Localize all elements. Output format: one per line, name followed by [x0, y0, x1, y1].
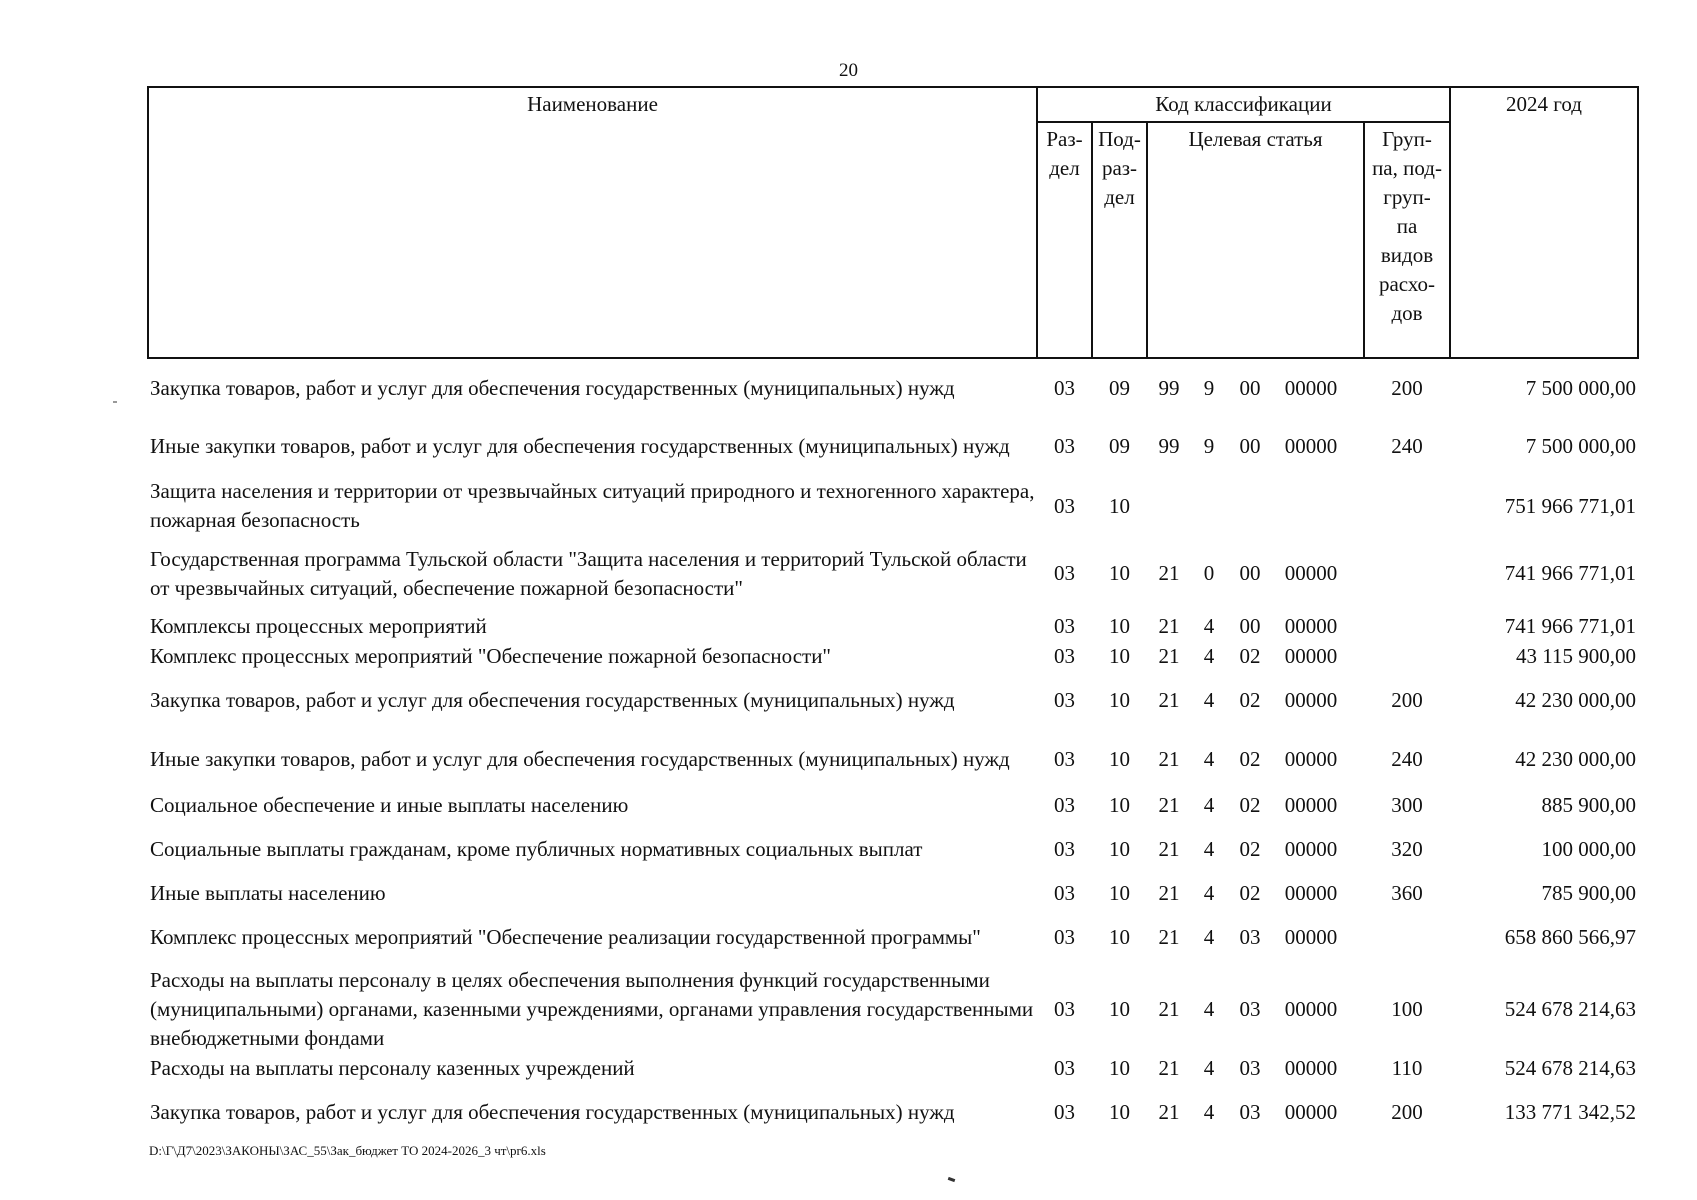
table-row: [148, 789, 1638, 821]
row-target-article: [1147, 1083, 1364, 1141]
row-section: 03: [1054, 1055, 1075, 1080]
page-number: 20: [839, 60, 858, 81]
row-subsection: 10: [1109, 1099, 1130, 1124]
target-subprogram: 0: [1203, 561, 1215, 585]
table-row: [148, 908, 1638, 966]
row-section: 03: [1054, 375, 1075, 400]
row-amount: 7 500 000,00: [1525, 434, 1637, 458]
row-name: Расходы на выплаты персоналу казенных учреждений: [150, 1055, 635, 1080]
row-target-article: [1147, 417, 1364, 476]
row-section: 03: [1054, 1099, 1075, 1124]
row-name: Закупка товаров, работ и услуг для обеспечения государственных (муниципальных) нужд: [150, 1099, 955, 1124]
table-row: [148, 730, 1638, 789]
target-subprogram: 4: [1203, 997, 1215, 1021]
target-event: 02: [1239, 880, 1261, 905]
row-amount: 43 115 900,00: [1516, 643, 1637, 668]
table-row: [148, 821, 1638, 878]
row-expense-group: 200: [1391, 375, 1423, 400]
row-amount: 885 900,00: [1541, 792, 1637, 817]
target-program: 21: [1158, 997, 1180, 1021]
row-amount: 133 771 342,52: [1504, 1099, 1637, 1124]
table-row: [148, 1053, 1638, 1083]
target-direction: 00000: [1284, 434, 1338, 458]
row-target-article: [1147, 641, 1364, 671]
target-subprogram: 9: [1203, 375, 1215, 400]
row-subsection: 10: [1109, 688, 1130, 712]
target-program: 21: [1158, 837, 1180, 861]
header-target-article: Целевая статья: [1147, 122, 1364, 358]
row-subsection: 10: [1109, 643, 1130, 668]
row-name: Комплексы процессных мероприятий: [150, 613, 487, 638]
row-amount: 658 860 566,97: [1504, 924, 1637, 949]
row-name: Иные закупки товаров, работ и услуг для обеспечения государственных (муниципальных) нужд: [150, 747, 1010, 771]
target-direction: 00000: [1284, 375, 1338, 400]
row-target-article: [1147, 821, 1364, 878]
row-expense-group: [1364, 536, 1450, 611]
target-event: 02: [1239, 792, 1261, 817]
row-subsection: 10: [1109, 880, 1130, 905]
target-direction: 00000: [1284, 688, 1338, 712]
target-subprogram: 4: [1203, 1099, 1215, 1124]
row-subsection: 09: [1109, 434, 1130, 458]
target-subprogram: 4: [1203, 880, 1215, 905]
row-target-article: [1147, 358, 1364, 417]
row-target-article: [1147, 878, 1364, 908]
header-subsection: Под- раз- дел: [1092, 122, 1147, 358]
target-program: 21: [1158, 643, 1180, 668]
row-amount: 42 230 000,00: [1515, 688, 1637, 712]
target-subprogram: 4: [1203, 613, 1215, 638]
row-amount: 7 500 000,00: [1525, 375, 1637, 400]
target-event: 02: [1239, 643, 1261, 668]
target-direction: 00000: [1284, 924, 1338, 949]
target-program: 99: [1158, 434, 1180, 458]
target-program: 21: [1158, 924, 1180, 949]
row-amount: 524 678 214,63: [1504, 997, 1637, 1021]
target-subprogram: 4: [1203, 1055, 1215, 1080]
row-subsection: 10: [1109, 561, 1130, 585]
table-row: [148, 536, 1638, 611]
row-section: 03: [1054, 688, 1075, 712]
row-expense-group: 240: [1391, 747, 1423, 771]
target-event: 02: [1239, 837, 1261, 861]
row-section: 03: [1054, 561, 1075, 585]
row-name: Защита населения и территории от чрезвычайных ситуаций природного и техногенного характера, пожарная безопасность: [150, 479, 1035, 532]
target-direction: 00000: [1284, 1055, 1338, 1080]
table-row: [148, 878, 1638, 908]
target-subprogram: 4: [1203, 837, 1215, 861]
table-row: [148, 611, 1638, 641]
target-direction: 00000: [1284, 792, 1338, 817]
row-amount: 785 900,00: [1541, 880, 1637, 905]
row-expense-group: 200: [1391, 688, 1423, 712]
target-program: 21: [1158, 747, 1180, 771]
target-event: 03: [1239, 924, 1261, 949]
row-section: 03: [1054, 434, 1075, 458]
target-program: 99: [1158, 375, 1180, 400]
budget-table: [147, 86, 1639, 1141]
row-section: 03: [1054, 997, 1075, 1021]
target-subprogram: 9: [1203, 434, 1215, 458]
row-amount: 741 966 771,01: [1504, 561, 1637, 585]
target-event: 00: [1239, 434, 1261, 458]
target-direction: 00000: [1284, 880, 1338, 905]
table-row: [148, 966, 1638, 1053]
row-subsection: 10: [1109, 924, 1130, 949]
row-name: Государственная программа Тульской области "Защита населения и территорий Тульской области от чрезвычайных ситуаций, обеспечение пожарной безопасности": [150, 546, 1027, 600]
target-program: 21: [1158, 792, 1180, 817]
header-year: 2024 год: [1450, 87, 1638, 358]
table-row: [148, 358, 1638, 417]
target-direction: 00000: [1284, 997, 1338, 1021]
target-program: 21: [1158, 880, 1180, 905]
row-amount: 42 230 000,00: [1515, 747, 1637, 771]
row-section: 03: [1054, 924, 1075, 949]
target-subprogram: 4: [1203, 643, 1215, 668]
row-amount: 741 966 771,01: [1504, 613, 1637, 638]
row-subsection: 09: [1109, 375, 1130, 400]
target-program: 21: [1158, 688, 1180, 712]
row-name: Комплекс процессных мероприятий "Обеспечение пожарной безопасности": [150, 643, 832, 668]
row-target-article: [1147, 966, 1364, 1053]
row-expense-group: 320: [1391, 837, 1423, 861]
target-subprogram: 4: [1203, 792, 1215, 817]
row-expense-group: [1364, 476, 1450, 536]
header-name: Наименование: [148, 87, 1037, 358]
table-row: [148, 476, 1638, 536]
row-target-article: [1147, 789, 1364, 821]
row-name: Социальное обеспечение и иные выплаты населению: [150, 792, 629, 817]
table-body: [148, 358, 1638, 1141]
target-direction: 00000: [1284, 747, 1338, 771]
row-expense-group: 240: [1391, 434, 1423, 458]
target-event: 00: [1239, 613, 1261, 638]
target-event: 03: [1239, 1099, 1261, 1124]
row-name: Социальные выплаты гражданам, кроме публичных нормативных социальных выплат: [150, 837, 923, 861]
row-section: 03: [1054, 747, 1075, 771]
row-section: 03: [1054, 837, 1075, 861]
row-expense-group: [1364, 611, 1450, 641]
row-expense-group: 360: [1391, 880, 1423, 905]
row-subsection: 10: [1109, 493, 1130, 518]
target-event: 00: [1239, 561, 1261, 585]
row-section: 03: [1054, 880, 1075, 905]
target-direction: 00000: [1284, 643, 1338, 668]
row-name: Расходы на выплаты персоналу в целях обеспечения выполнения функций государственными (муниципальными) органами, казенными учреждениями, органами управления государственными внебюджетными фондами: [150, 968, 1034, 1050]
row-name: Закупка товаров, работ и услуг для обеспечения государственных (муниципальных) нужд: [150, 375, 955, 400]
target-direction: 00000: [1284, 1099, 1338, 1124]
row-name: Иные выплаты населению: [150, 880, 386, 905]
row-name: Закупка товаров, работ и услуг для обеспечения государственных (муниципальных) нужд: [150, 688, 955, 712]
target-event: 03: [1239, 1055, 1261, 1080]
table-row: [148, 1083, 1638, 1141]
target-subprogram: 4: [1203, 924, 1215, 949]
header-classification-code: Код классификации: [1037, 87, 1450, 122]
row-target-article: [1147, 536, 1364, 611]
row-subsection: 10: [1109, 747, 1130, 771]
row-expense-group: 300: [1391, 792, 1423, 817]
target-direction: 00000: [1284, 613, 1338, 638]
table-row: [148, 417, 1638, 476]
row-section: 03: [1054, 792, 1075, 817]
row-amount: 524 678 214,63: [1504, 1055, 1637, 1080]
table-row: [148, 641, 1638, 671]
header-expense-group: Груп- па, под- груп- па видов расхо- дов: [1364, 122, 1450, 358]
row-section: 03: [1054, 643, 1075, 668]
row-expense-group: 110: [1391, 1055, 1423, 1080]
row-target-article: [1147, 476, 1364, 536]
table-header: [148, 87, 1638, 358]
row-target-article: [1147, 671, 1364, 730]
target-subprogram: 4: [1203, 688, 1215, 712]
file-path: D:\Г\Д7\2023\ЗАКОНЫ\ЗАС_55\Зак_бюджет ТО 2024-2026_3 чт\pr6.xls: [149, 1143, 546, 1158]
target-event: 00: [1239, 375, 1261, 400]
scan-mark: [948, 1177, 956, 1182]
header-section: Раз- дел: [1037, 122, 1092, 358]
target-direction: 00000: [1284, 561, 1338, 585]
target-event: 02: [1239, 747, 1261, 771]
target-subprogram: 4: [1203, 747, 1215, 771]
row-section: 03: [1054, 493, 1075, 518]
row-expense-group: [1364, 908, 1450, 966]
row-expense-group: [1364, 641, 1450, 671]
target-program: 21: [1158, 561, 1180, 585]
row-subsection: 10: [1109, 792, 1130, 817]
scan-mark: [113, 401, 117, 403]
row-target-article: [1147, 730, 1364, 789]
row-target-article: [1147, 611, 1364, 641]
row-section: 03: [1054, 613, 1075, 638]
row-subsection: 10: [1109, 837, 1130, 861]
target-program: 21: [1158, 1055, 1180, 1080]
target-event: 03: [1239, 997, 1261, 1021]
row-name: Иные закупки товаров, работ и услуг для обеспечения государственных (муниципальных) нужд: [150, 434, 1010, 458]
row-name: Комплекс процессных мероприятий "Обеспечение реализации государственной программы": [150, 924, 981, 949]
row-target-article: [1147, 1053, 1364, 1083]
table-row: [148, 671, 1638, 730]
row-amount: 100 000,00: [1541, 837, 1637, 861]
row-expense-group: 100: [1391, 997, 1423, 1021]
row-target-article: [1147, 908, 1364, 966]
row-subsection: 10: [1109, 997, 1130, 1021]
target-direction: 00000: [1284, 837, 1338, 861]
row-subsection: 10: [1109, 613, 1130, 638]
row-expense-group: 200: [1391, 1099, 1423, 1124]
target-program: 21: [1158, 1099, 1180, 1124]
target-event: 02: [1239, 688, 1261, 712]
target-program: 21: [1158, 613, 1180, 638]
row-subsection: 10: [1109, 1055, 1130, 1080]
row-amount: 751 966 771,01: [1504, 493, 1637, 518]
